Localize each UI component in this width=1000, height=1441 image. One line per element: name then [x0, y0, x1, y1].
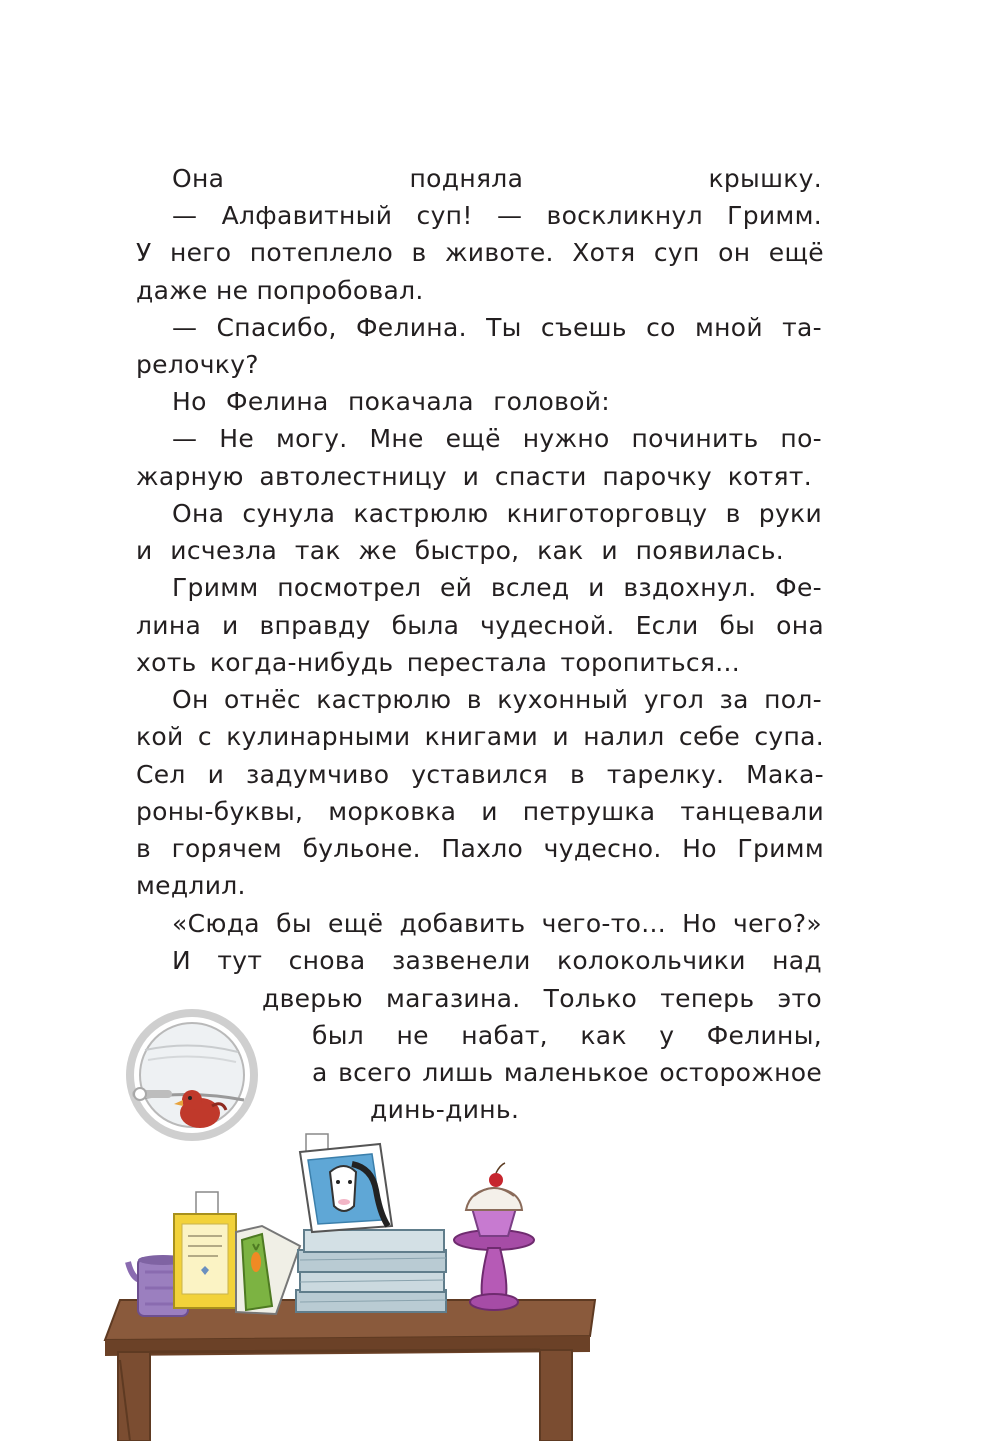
- text-line-4: даже не попробовал.: [136, 276, 424, 305]
- text-line-9: жарную автолестницу и спасти парочку котят.: [136, 462, 812, 491]
- text-line-8: — Не могу. Мне ещё нужно починить по-: [172, 424, 822, 453]
- cupcake-stand-icon: [454, 1163, 534, 1310]
- round-window: [130, 1013, 254, 1137]
- text-line-12: Гримм посмотрел ей вслед и вздохнул. Фе-: [172, 573, 822, 602]
- illustration: [0, 1000, 640, 1441]
- text-line-19: в горячем бульоне. Пахло чудесно. Но Гримм: [136, 834, 824, 863]
- text-line-23: дверью магазина. Только теперь это: [262, 984, 822, 1013]
- yellow-book-icon: [174, 1192, 236, 1308]
- text-line-10: Она сунула кастрюлю книготорговцу в руки: [172, 499, 822, 528]
- text-line-21: «Сюда бы ещё добавить чего-то... Но чего?»: [172, 909, 822, 938]
- text-line-1: Она подняла крышку.: [172, 164, 822, 193]
- book-stack-icon: [296, 1134, 446, 1312]
- text-line-16: кой с кулинарными книгами и налил себе супа.: [136, 722, 824, 751]
- text-line-11: и исчезла так же быстро, как и появилась.: [136, 536, 784, 565]
- text-line-18: роны-буквы, морковка и петрушка танцевали: [136, 797, 824, 826]
- text-line-24: был не набат, как у Фелины,: [312, 1021, 822, 1050]
- text-line-26: динь-динь.: [370, 1095, 520, 1124]
- text-line-22: И тут снова зазвенели колокольчики над: [172, 946, 822, 975]
- text-line-13: лина и вправду была чудесной. Если бы она: [136, 611, 824, 640]
- text-line-3: У него потеплело в животе. Хотя суп он ещё: [136, 238, 824, 267]
- text-line-17: Сел и задумчиво уставился в тарелку. Мака-: [136, 760, 824, 789]
- text-line-15: Он отнёс кастрюлю в кухонный угол за пол-: [172, 685, 822, 714]
- text-line-7: Но Фелина покачала головой:: [172, 387, 610, 416]
- text-line-5: — Спасибо, Фелина. Ты съешь со мной та-: [172, 313, 822, 342]
- text-line-25: а всего лишь маленькое осторожное: [312, 1058, 822, 1087]
- table: [105, 1300, 595, 1441]
- cherry-icon: [489, 1173, 503, 1187]
- text-line-2: — Алфавитный суп! — воскликнул Гримм.: [172, 201, 822, 230]
- text-line-14: хоть когда-нибудь перестала торопиться...: [136, 648, 740, 677]
- text-line-6: релочку?: [136, 350, 259, 379]
- text-line-20: медлил.: [136, 871, 246, 900]
